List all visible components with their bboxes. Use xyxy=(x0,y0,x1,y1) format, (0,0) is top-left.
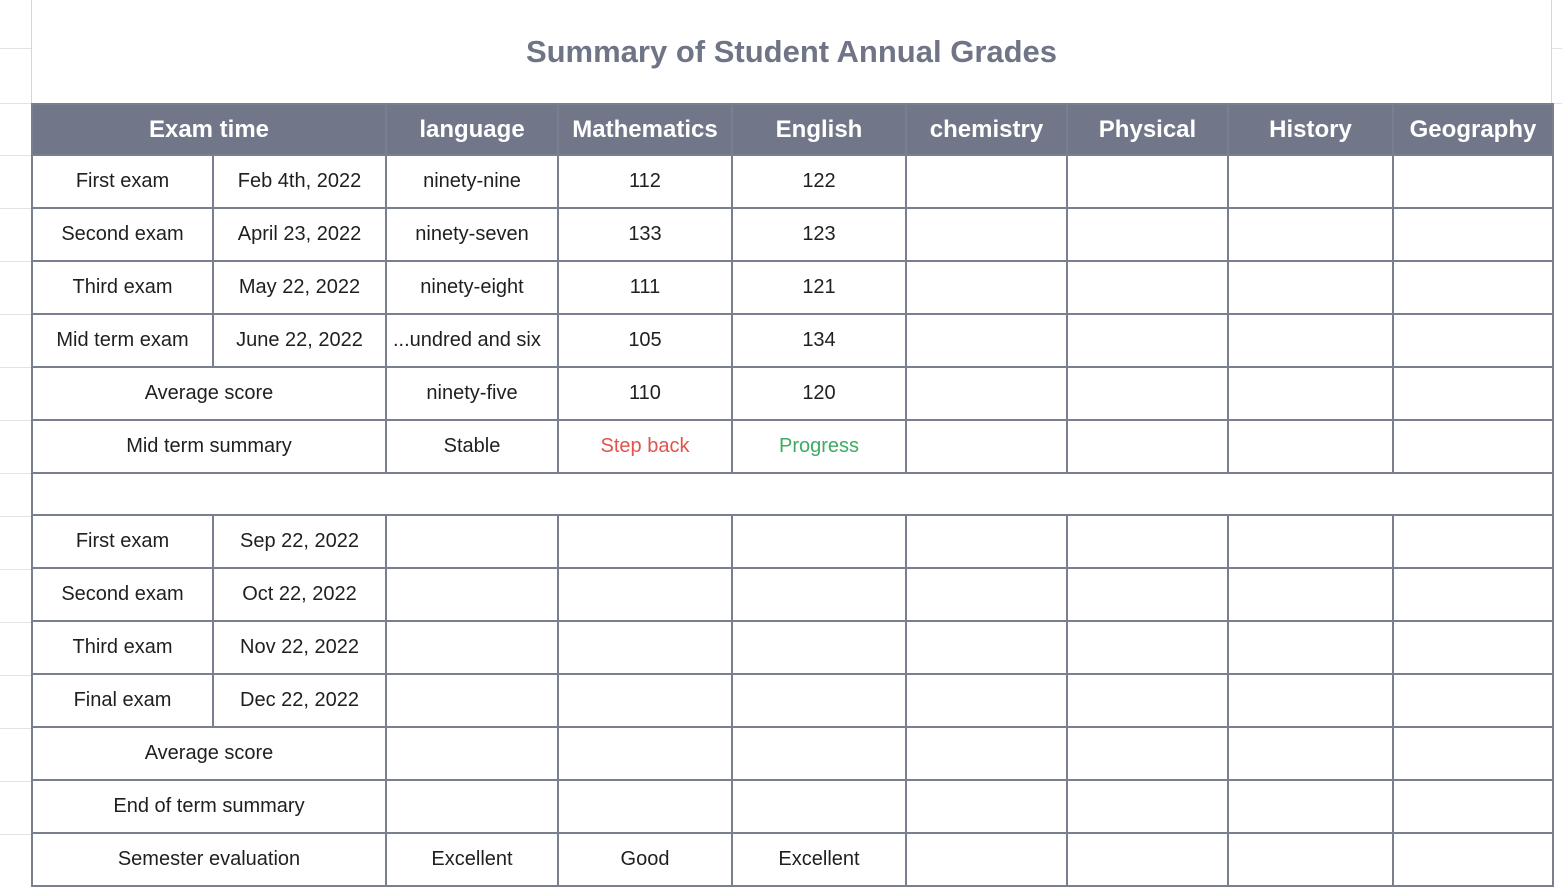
english-cell[interactable] xyxy=(732,780,906,833)
table-row xyxy=(32,568,1553,621)
chemistry-cell[interactable] xyxy=(906,155,1067,208)
chemistry-cell[interactable] xyxy=(906,780,1067,833)
geography-cell[interactable] xyxy=(1393,367,1553,420)
geography-cell[interactable] xyxy=(1393,314,1553,367)
physical-cell[interactable] xyxy=(1067,780,1228,833)
history-cell[interactable] xyxy=(1228,515,1393,568)
table-row xyxy=(32,833,1553,886)
table-row xyxy=(32,621,1553,674)
exam-name-cell[interactable]: Mid term exam xyxy=(32,314,213,367)
table-row xyxy=(32,515,1553,568)
table-row xyxy=(32,674,1553,727)
language-cell[interactable]: Stable xyxy=(386,420,558,473)
grades-table xyxy=(31,103,1554,887)
geography-cell[interactable] xyxy=(1393,621,1553,674)
language-cell[interactable] xyxy=(386,727,558,780)
physical-cell[interactable] xyxy=(1067,833,1228,886)
chemistry-cell[interactable] xyxy=(906,208,1067,261)
exam-name-cell[interactable]: First exam xyxy=(32,515,213,568)
exam-date-cell[interactable]: Dec 22, 2022 xyxy=(213,674,386,727)
exam-name-cell[interactable]: Third exam xyxy=(32,261,213,314)
history-cell[interactable] xyxy=(1228,568,1393,621)
geography-cell[interactable] xyxy=(1393,155,1553,208)
table-row xyxy=(32,314,1553,367)
history-cell[interactable] xyxy=(1228,833,1393,886)
english-cell[interactable] xyxy=(732,568,906,621)
header-row xyxy=(32,104,1553,155)
physical-cell[interactable] xyxy=(1067,727,1228,780)
exam-date-cell[interactable]: Oct 22, 2022 xyxy=(213,568,386,621)
end-of-term-summary-label[interactable]: End of term summary xyxy=(32,780,386,833)
header-mathematics[interactable]: Mathematics xyxy=(558,104,732,155)
math-cell[interactable] xyxy=(558,515,732,568)
geography-cell[interactable] xyxy=(1393,568,1553,621)
history-cell[interactable] xyxy=(1228,155,1393,208)
english-cell[interactable] xyxy=(732,621,906,674)
geography-cell[interactable] xyxy=(1393,727,1553,780)
table-row xyxy=(32,261,1553,314)
physical-cell[interactable] xyxy=(1067,515,1228,568)
row-gutter xyxy=(0,0,31,888)
language-cell[interactable]: ninety-five xyxy=(386,367,558,420)
spacer-cell[interactable] xyxy=(32,473,1553,515)
chemistry-cell[interactable] xyxy=(906,674,1067,727)
history-cell[interactable] xyxy=(1228,208,1393,261)
english-cell[interactable]: Excellent xyxy=(732,833,906,886)
math-cell[interactable]: 110 xyxy=(558,367,732,420)
physical-cell[interactable] xyxy=(1067,568,1228,621)
exam-date-cell[interactable]: Nov 22, 2022 xyxy=(213,621,386,674)
english-cell[interactable] xyxy=(732,727,906,780)
exam-name-cell[interactable]: First exam xyxy=(32,155,213,208)
math-cell[interactable]: 112 xyxy=(558,155,732,208)
chemistry-cell[interactable] xyxy=(906,568,1067,621)
history-cell[interactable] xyxy=(1228,780,1393,833)
geography-cell[interactable] xyxy=(1393,833,1553,886)
math-cell[interactable]: Step back xyxy=(558,420,732,473)
physical-cell[interactable] xyxy=(1067,314,1228,367)
table-row xyxy=(32,420,1553,473)
english-cell[interactable]: 121 xyxy=(732,261,906,314)
math-cell[interactable] xyxy=(558,674,732,727)
language-cell[interactable]: ninety-eight xyxy=(386,261,558,314)
table-row xyxy=(32,727,1553,780)
language-cell[interactable] xyxy=(386,780,558,833)
table-row xyxy=(32,155,1553,208)
spacer-row xyxy=(32,473,1553,515)
semester-evaluation-label[interactable]: Semester evaluation xyxy=(32,833,386,886)
english-cell[interactable]: 123 xyxy=(732,208,906,261)
language-cell[interactable] xyxy=(386,674,558,727)
exam-name-cell[interactable]: Final exam xyxy=(32,674,213,727)
math-cell[interactable]: 105 xyxy=(558,314,732,367)
average-score-label[interactable]: Average score xyxy=(32,727,386,780)
language-cell[interactable]: ninety-nine xyxy=(386,155,558,208)
english-cell[interactable]: Progress xyxy=(732,420,906,473)
header-physical[interactable]: Physical xyxy=(1067,104,1228,155)
history-cell[interactable] xyxy=(1228,420,1393,473)
chemistry-cell[interactable] xyxy=(906,314,1067,367)
physical-cell[interactable] xyxy=(1067,420,1228,473)
english-cell[interactable]: 122 xyxy=(732,155,906,208)
chemistry-cell[interactable] xyxy=(906,420,1067,473)
exam-date-cell[interactable]: June 22, 2022 xyxy=(213,314,386,367)
chemistry-cell[interactable] xyxy=(906,833,1067,886)
table-row xyxy=(32,780,1553,833)
exam-date-cell[interactable]: May 22, 2022 xyxy=(213,261,386,314)
math-cell[interactable]: Good xyxy=(558,833,732,886)
history-cell[interactable] xyxy=(1228,727,1393,780)
english-cell[interactable]: 120 xyxy=(732,367,906,420)
average-score-label[interactable]: Average score xyxy=(32,367,386,420)
physical-cell[interactable] xyxy=(1067,155,1228,208)
chemistry-cell[interactable] xyxy=(906,621,1067,674)
exam-date-cell[interactable]: Sep 22, 2022 xyxy=(213,515,386,568)
english-cell[interactable]: 134 xyxy=(732,314,906,367)
language-cell[interactable] xyxy=(386,568,558,621)
history-cell[interactable] xyxy=(1228,674,1393,727)
sheet-title[interactable]: Summary of Student Annual Grades xyxy=(525,33,1058,69)
math-cell[interactable] xyxy=(558,568,732,621)
geography-cell[interactable] xyxy=(1393,208,1553,261)
history-cell[interactable] xyxy=(1228,621,1393,674)
language-cell[interactable] xyxy=(386,515,558,568)
physical-cell[interactable] xyxy=(1067,674,1228,727)
exam-date-cell[interactable]: Feb 4th, 2022 xyxy=(213,155,386,208)
exam-name-cell[interactable]: Third exam xyxy=(32,621,213,674)
chemistry-cell[interactable] xyxy=(906,367,1067,420)
math-cell[interactable] xyxy=(558,780,732,833)
header-chemistry[interactable]: chemistry xyxy=(906,104,1067,155)
chemistry-cell[interactable] xyxy=(906,261,1067,314)
language-cell[interactable]: Excellent xyxy=(386,833,558,886)
table-row xyxy=(32,208,1553,261)
physical-cell[interactable] xyxy=(1067,208,1228,261)
physical-cell[interactable] xyxy=(1067,621,1228,674)
history-cell[interactable] xyxy=(1228,261,1393,314)
geography-cell[interactable] xyxy=(1393,420,1553,473)
header-history[interactable]: History xyxy=(1228,104,1393,155)
math-cell[interactable] xyxy=(558,621,732,674)
geography-cell[interactable] xyxy=(1393,515,1553,568)
table-row xyxy=(32,367,1553,420)
math-cell[interactable] xyxy=(558,727,732,780)
history-cell[interactable] xyxy=(1228,314,1393,367)
header-exam-time[interactable]: Exam time xyxy=(32,104,386,155)
mid-term-summary-label[interactable]: Mid term summary xyxy=(32,420,386,473)
geography-cell[interactable] xyxy=(1393,261,1553,314)
header-language[interactable]: language xyxy=(386,104,558,155)
language-cell[interactable]: ninety-seven xyxy=(386,208,558,261)
exam-name-cell[interactable]: Second exam xyxy=(32,208,213,261)
history-cell[interactable] xyxy=(1228,367,1393,420)
language-cell[interactable] xyxy=(386,621,558,674)
physical-cell[interactable] xyxy=(1067,367,1228,420)
exam-name-cell[interactable]: Second exam xyxy=(32,568,213,621)
english-cell[interactable] xyxy=(732,515,906,568)
chemistry-cell[interactable] xyxy=(906,727,1067,780)
geography-cell[interactable] xyxy=(1393,674,1553,727)
math-cell[interactable]: 133 xyxy=(558,208,732,261)
geography-cell[interactable] xyxy=(1393,780,1553,833)
math-cell[interactable]: 111 xyxy=(558,261,732,314)
english-cell[interactable] xyxy=(732,674,906,727)
header-geography[interactable]: Geography xyxy=(1393,104,1553,155)
exam-date-cell[interactable]: April 23, 2022 xyxy=(213,208,386,261)
language-cell[interactable]: ...undred and six xyxy=(386,314,558,367)
physical-cell[interactable] xyxy=(1067,261,1228,314)
header-english[interactable]: English xyxy=(732,104,906,155)
chemistry-cell[interactable] xyxy=(906,515,1067,568)
